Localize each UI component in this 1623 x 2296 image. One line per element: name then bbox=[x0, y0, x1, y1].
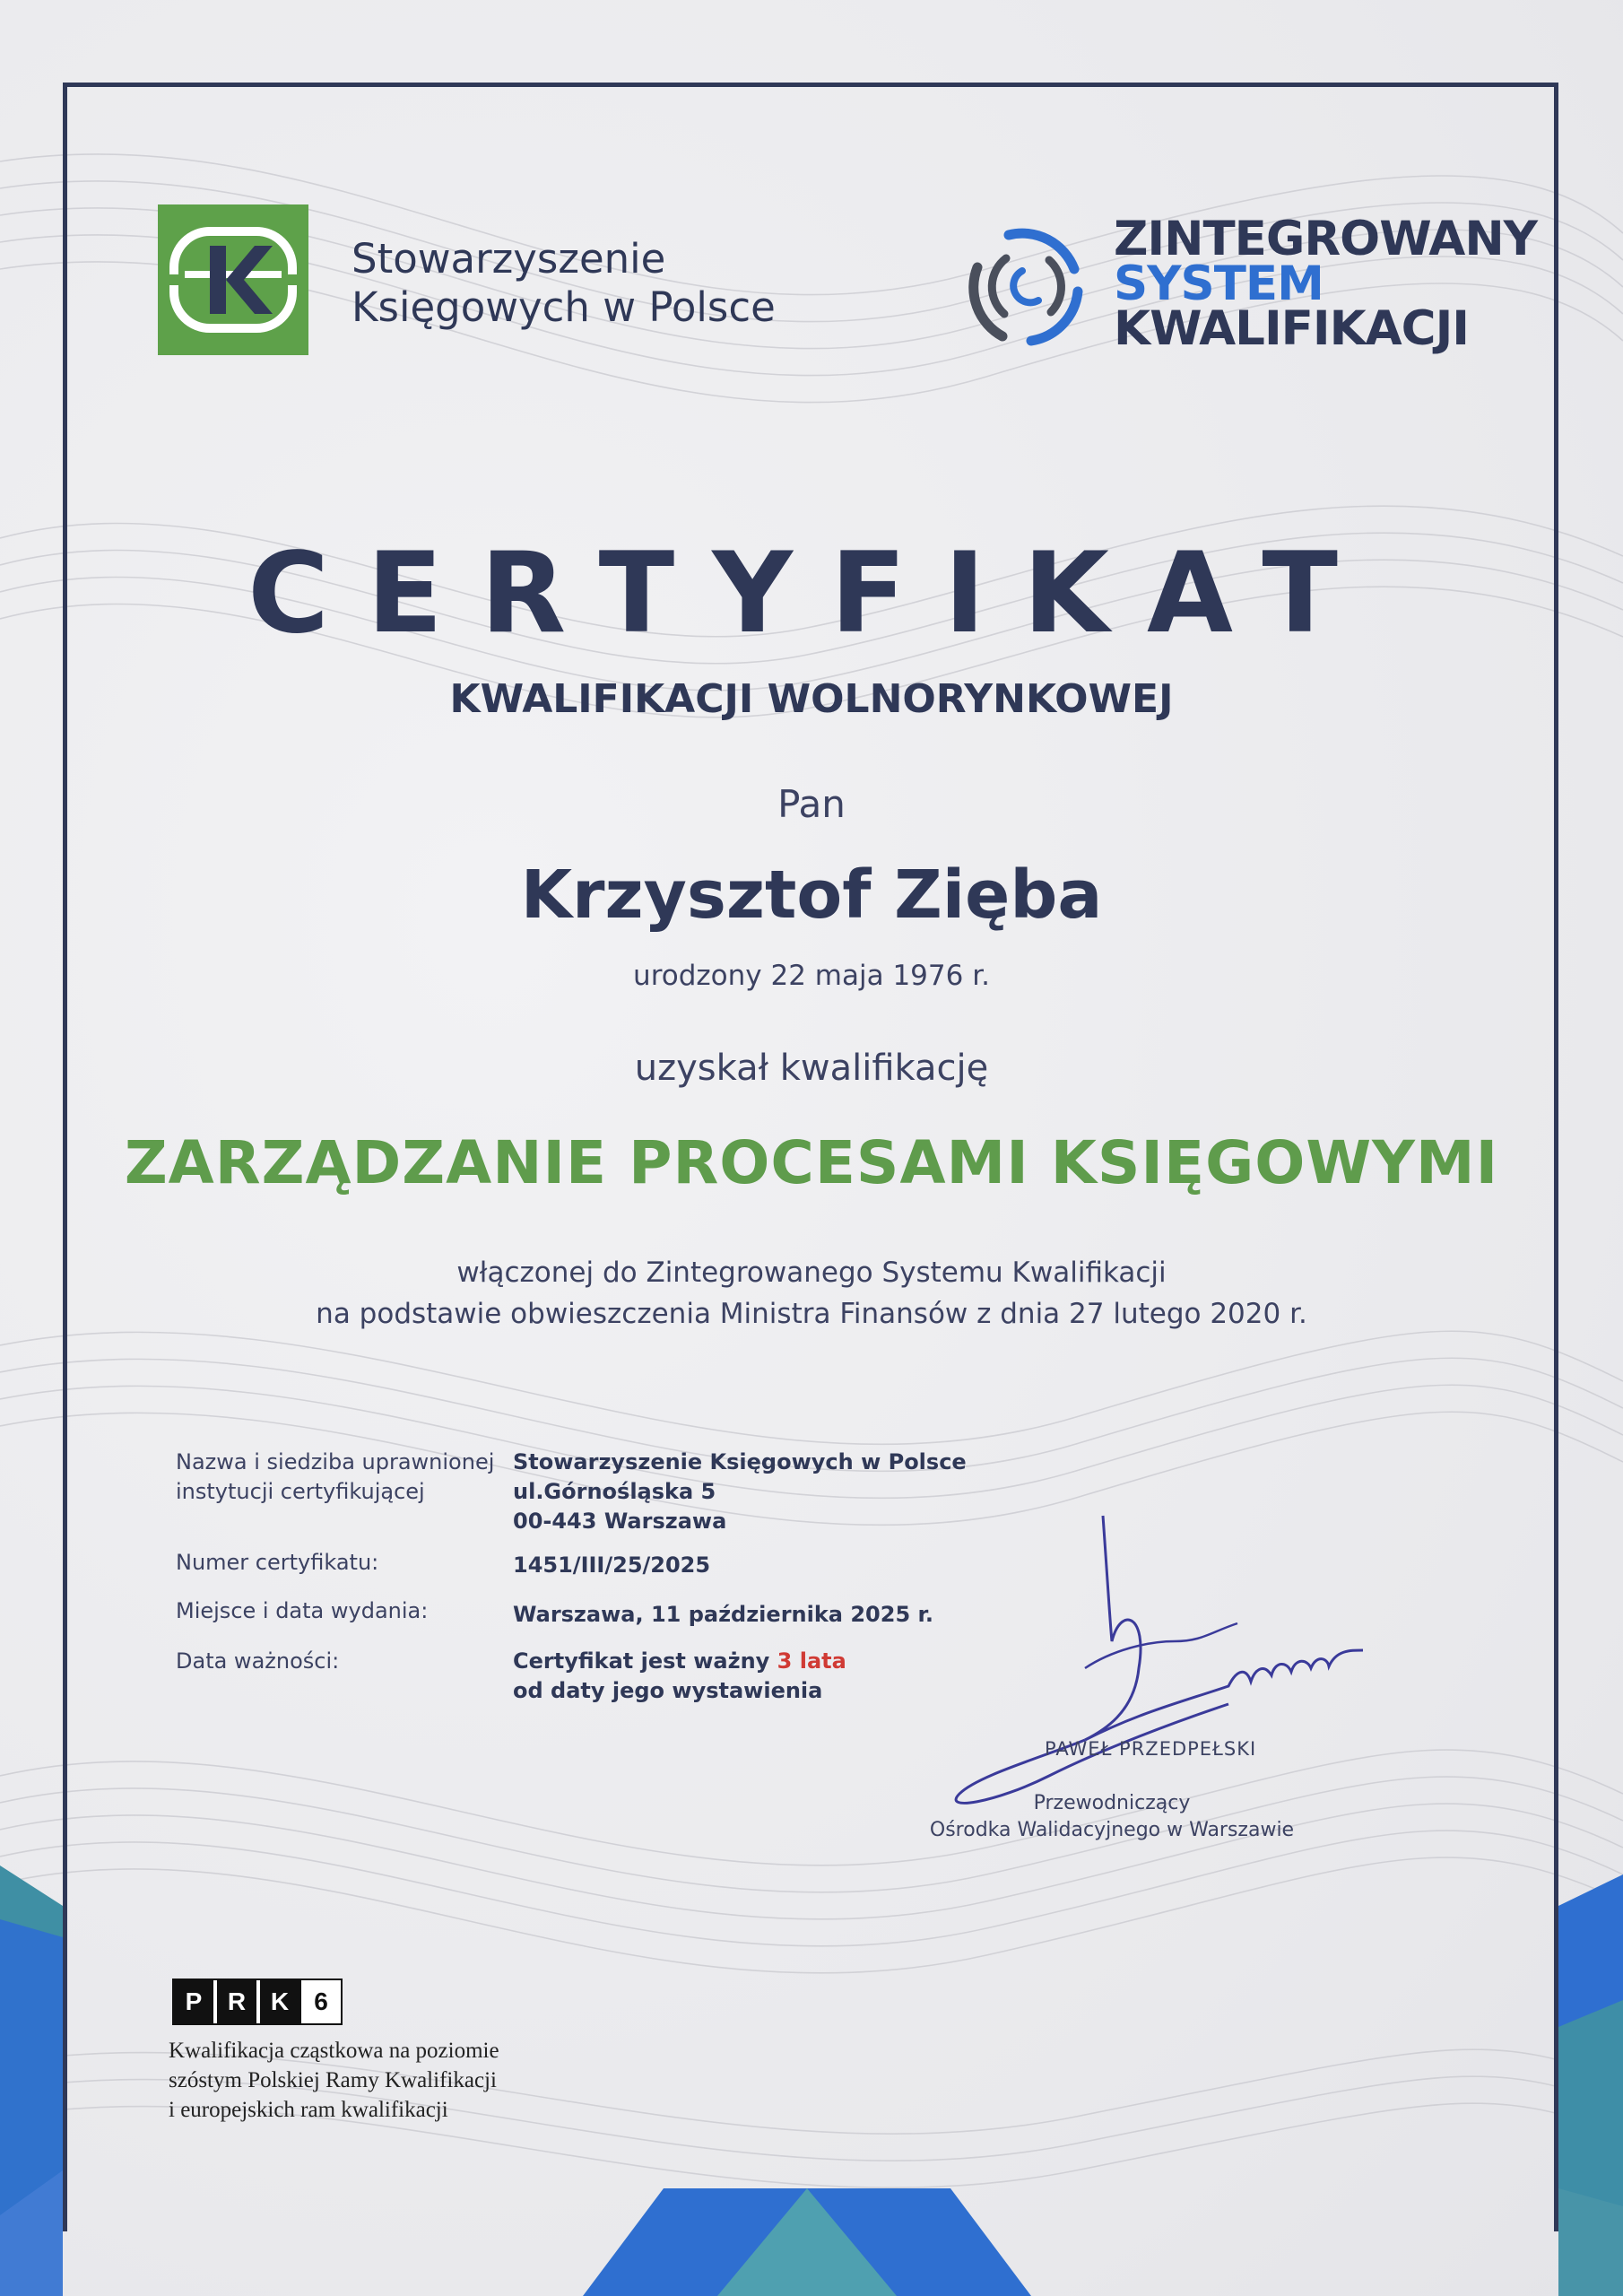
prk-note bbox=[169, 2036, 499, 2125]
role-line1: Przewodniczący bbox=[1033, 1792, 1191, 1814]
zsk-line1: ZINTEGROWANY bbox=[1114, 212, 1538, 266]
institution-label-line1: Nazwa i siedziba uprawnionej bbox=[176, 1449, 495, 1474]
number-value: 1451/III/25/2025 bbox=[513, 1552, 711, 1578]
certificate-subtitle: KWALIFIKACJI WOLNORYNKOWEJ bbox=[449, 676, 1174, 722]
institution-city: 00-443 Warszawa bbox=[513, 1509, 727, 1534]
validity-value bbox=[513, 1647, 846, 1706]
prk-note-line2: szóstym Polskiej Ramy Kwalifikacji bbox=[169, 2068, 497, 2092]
validity-highlight: 3 lata bbox=[777, 1648, 846, 1674]
holder-name: Krzysztof Zięba bbox=[520, 857, 1103, 934]
prk-note-line1: Kwalifikacja cząstkowa na poziomie bbox=[169, 2039, 499, 2063]
prk-level: 6 bbox=[299, 1980, 341, 2023]
certificate-title: CERTYFIKAT bbox=[247, 529, 1376, 658]
organization-name bbox=[352, 235, 890, 332]
obtained-text: uzyskał kwalifikację bbox=[634, 1048, 989, 1089]
validity-line2: od daty jego wystawienia bbox=[513, 1678, 823, 1703]
prk-letter-p: P bbox=[174, 1980, 213, 2023]
org-name-line1: Stowarzyszenie bbox=[352, 235, 666, 283]
institution-label bbox=[176, 1448, 494, 1507]
signatory-role bbox=[924, 1790, 1300, 1844]
zsk-line2: SYSTEM bbox=[1114, 257, 1324, 311]
institution-name: Stowarzyszenie Księgowych w Polsce bbox=[513, 1449, 967, 1474]
issue-value: Warszawa, 11 października 2025 r. bbox=[513, 1602, 934, 1627]
validity-prefix: Certyfikat jest ważny bbox=[513, 1648, 777, 1674]
prk-note-line3: i europejskich ram kwalifikacji bbox=[169, 2098, 448, 2122]
institution-street: ul.Górnośląska 5 bbox=[513, 1479, 716, 1504]
prk-letter-k: K bbox=[256, 1980, 299, 2023]
org-name-line2: Księgowych w Polsce bbox=[352, 283, 776, 331]
inclusion-statement bbox=[0, 1252, 1623, 1335]
validity-label: Data ważności: bbox=[176, 1648, 340, 1674]
zsk-logo-text bbox=[1114, 212, 1538, 356]
inclusion-line2: na podstawie obwieszczenia Ministra Finansów z dnia 27 lutego 2020 r. bbox=[316, 1298, 1307, 1330]
birth-info: urodzony 22 maja 1976 r. bbox=[633, 960, 990, 992]
zsk-logo-icon bbox=[959, 215, 1094, 359]
prk-badge bbox=[172, 1979, 343, 2025]
role-line2: Ośrodka Walidacyjnego w Warszawie bbox=[929, 1819, 1295, 1841]
institution-label-line2: instytucji certyfikującej bbox=[176, 1479, 425, 1504]
handwritten-signature bbox=[942, 1507, 1390, 1812]
number-label: Numer certyfikatu: bbox=[176, 1550, 379, 1575]
institution-value bbox=[513, 1448, 967, 1536]
salutation: Pan bbox=[777, 782, 846, 826]
inclusion-line1: włączonej do Zintegrowanego Systemu Kwalifikacji bbox=[456, 1257, 1167, 1289]
signatory-name: PAWEŁ PRZEDPEŁSKI bbox=[1045, 1738, 1257, 1760]
skwp-logo bbox=[158, 204, 308, 355]
issue-label: Miejsce i data wydania: bbox=[176, 1598, 429, 1623]
prk-letter-r: R bbox=[213, 1980, 256, 2023]
qualification-name: ZARZĄDZANIE PROCESAMI KSIĘGOWYMI bbox=[124, 1128, 1499, 1197]
zsk-line3: KWALIFIKACJI bbox=[1114, 301, 1470, 356]
